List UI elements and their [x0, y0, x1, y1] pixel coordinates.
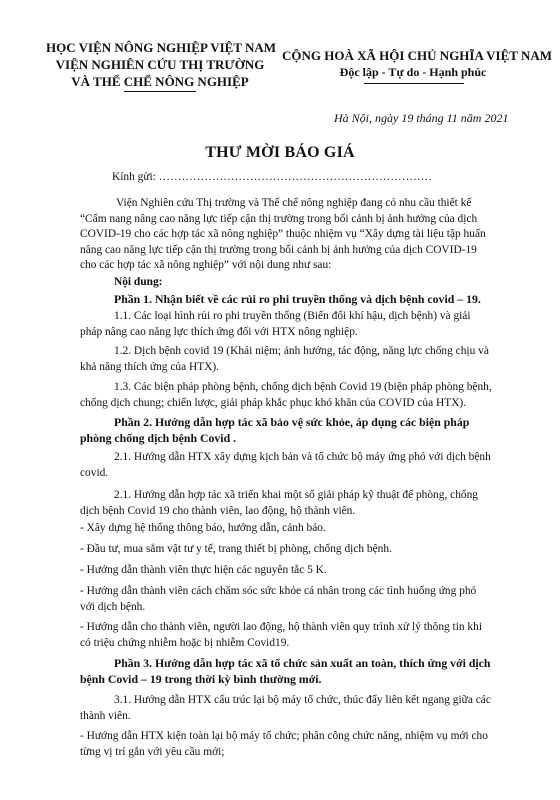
addressee-line: Kính gửi: ……………………………………………………………… — [112, 171, 433, 183]
part2-bullet-3: - Hướng dẫn thành viên thực hiện các nguyên tắc 5 K. — [80, 564, 327, 576]
part2-item-2: 2.1. Hướng dẫn hợp tác xã triển khai một số giải pháp kỹ thuật để phòng, chống dịch bệnh Covid 19 cho thành viên, lao động, hộ thành viên. — [80, 489, 478, 517]
part1-item-2: 1.2. Dịch bệnh covid 19 (Khái niệm; ảnh hưởng, tác động, năng lực chống chịu và khả năng thích ứng của HTX). — [80, 345, 489, 373]
motto-underline — [364, 83, 464, 84]
org-name-line2: VIỆN NGHIÊN CỨU THỊ TRƯỜNG — [55, 57, 265, 72]
part2-bullet-5: - Hướng dẫn cho thành viên, người lao động, hộ thành viên quy trình xử lý thông tin khi có triệu chứng nhiễm hoặc bị nhiễm Covid19. — [80, 621, 482, 649]
part2-bullet-2: - Đầu tư, mua sắm vật tư y tế, trang thiết bị phòng, chống dịch bệnh. — [80, 543, 392, 555]
part3-heading: Phần 3. Hướng dẫn hợp tác xã tổ chức sản xuất an toàn, thích ứng với dịch bệnh Covid – 19 trong thời kỳ bình thường mới. — [80, 656, 491, 686]
content-label: Nội dung: — [114, 276, 163, 288]
part1-item-3: 1.3. Các biện pháp phòng bệnh, chống dịch bệnh Covid 19 (biện pháp phòng bệnh, chống dịch chung; chiến lược, giải pháp khắc phục khó khăn của COVID của HTX). — [80, 381, 492, 409]
org-underline — [124, 91, 196, 92]
national-title: CỘNG HOÀ XÃ HỘI CHỦ NGHĨA VIỆT NAM — [282, 48, 553, 63]
org-name-line3: VÀ THỂ CHẾ NÔNG NGHIỆP — [71, 74, 249, 89]
part2-item-1: 2.1. Hướng dẫn HTX xây dựng kịch bản và tổ chức bộ máy ứng phó với dịch bệnh covid. — [80, 451, 491, 479]
page-title: THƯ MỜI BÁO GIÁ — [205, 144, 355, 161]
part2-bullet-4: - Hướng dẫn thành viên cách chăm sóc sức khỏe cá nhân trong các tình huống ứng phó với dịch bệnh. — [80, 585, 477, 613]
date-line: Hà Nội, ngày 19 tháng 11 năm 2021 — [334, 111, 509, 125]
part3-bullet-1: - Hướng dẫn HTX kiện toàn lại bộ máy tổ chức; phân công chức năng, nhiệm vụ mới cho từng vị trí gắn với yêu cầu mới; — [80, 730, 488, 758]
org-name-line1: HỌC VIỆN NÔNG NGHIỆP VIỆT NAM — [46, 40, 277, 55]
part1-item-1: 1.1. Các loại hình rủi ro phi truyền thống (Biến đổi khí hậu, dịch bệnh) và giải pháp nâng cao năng lực thích ứng đối với HTX nông nghiệp. — [80, 310, 471, 338]
national-motto: Độc lập - Tự do - Hạnh phúc — [339, 65, 487, 79]
part2-bullet-1: - Xây dựng hệ thống thông báo, hướng dẫn, cảnh báo. — [80, 522, 326, 534]
part2-heading: Phần 2. Hướng dẫn hợp tác xã bảo vệ sức khỏe, áp dụng các biện pháp phòng chống dịch bệnh Covid . — [80, 415, 470, 445]
part3-item-1: 3.1. Hướng dẫn HTX cấu trúc lại bộ máy tổ chức, thúc đẩy liên kết ngang giữa các thành viên. — [80, 694, 491, 722]
intro-paragraph: Viện Nghiên cứu Thị trường và Thể chế nông nghiệp đang có nhu cầu thiết kế “Cẩm nang nâng cao năng lực tiếp cận thị trường trong bối cảnh bị ảnh hưởng của dịch COVID-19 cho các hợp tác xã nông nghiệp” thuộc nhiệm vụ “Xây dựng tài liệu tập huấn nâng cao năng lực tiếp cận thị trường trong bối cảnh bị ảnh hưởng của dịch COVID-19 cho các hợp tác xã nông nghiệp” với nội dung như sau: — [80, 197, 486, 271]
part1-heading: Phần 1. Nhận biết về các rủi ro phi truyền thống và dịch bệnh covid – 19. — [114, 292, 481, 306]
